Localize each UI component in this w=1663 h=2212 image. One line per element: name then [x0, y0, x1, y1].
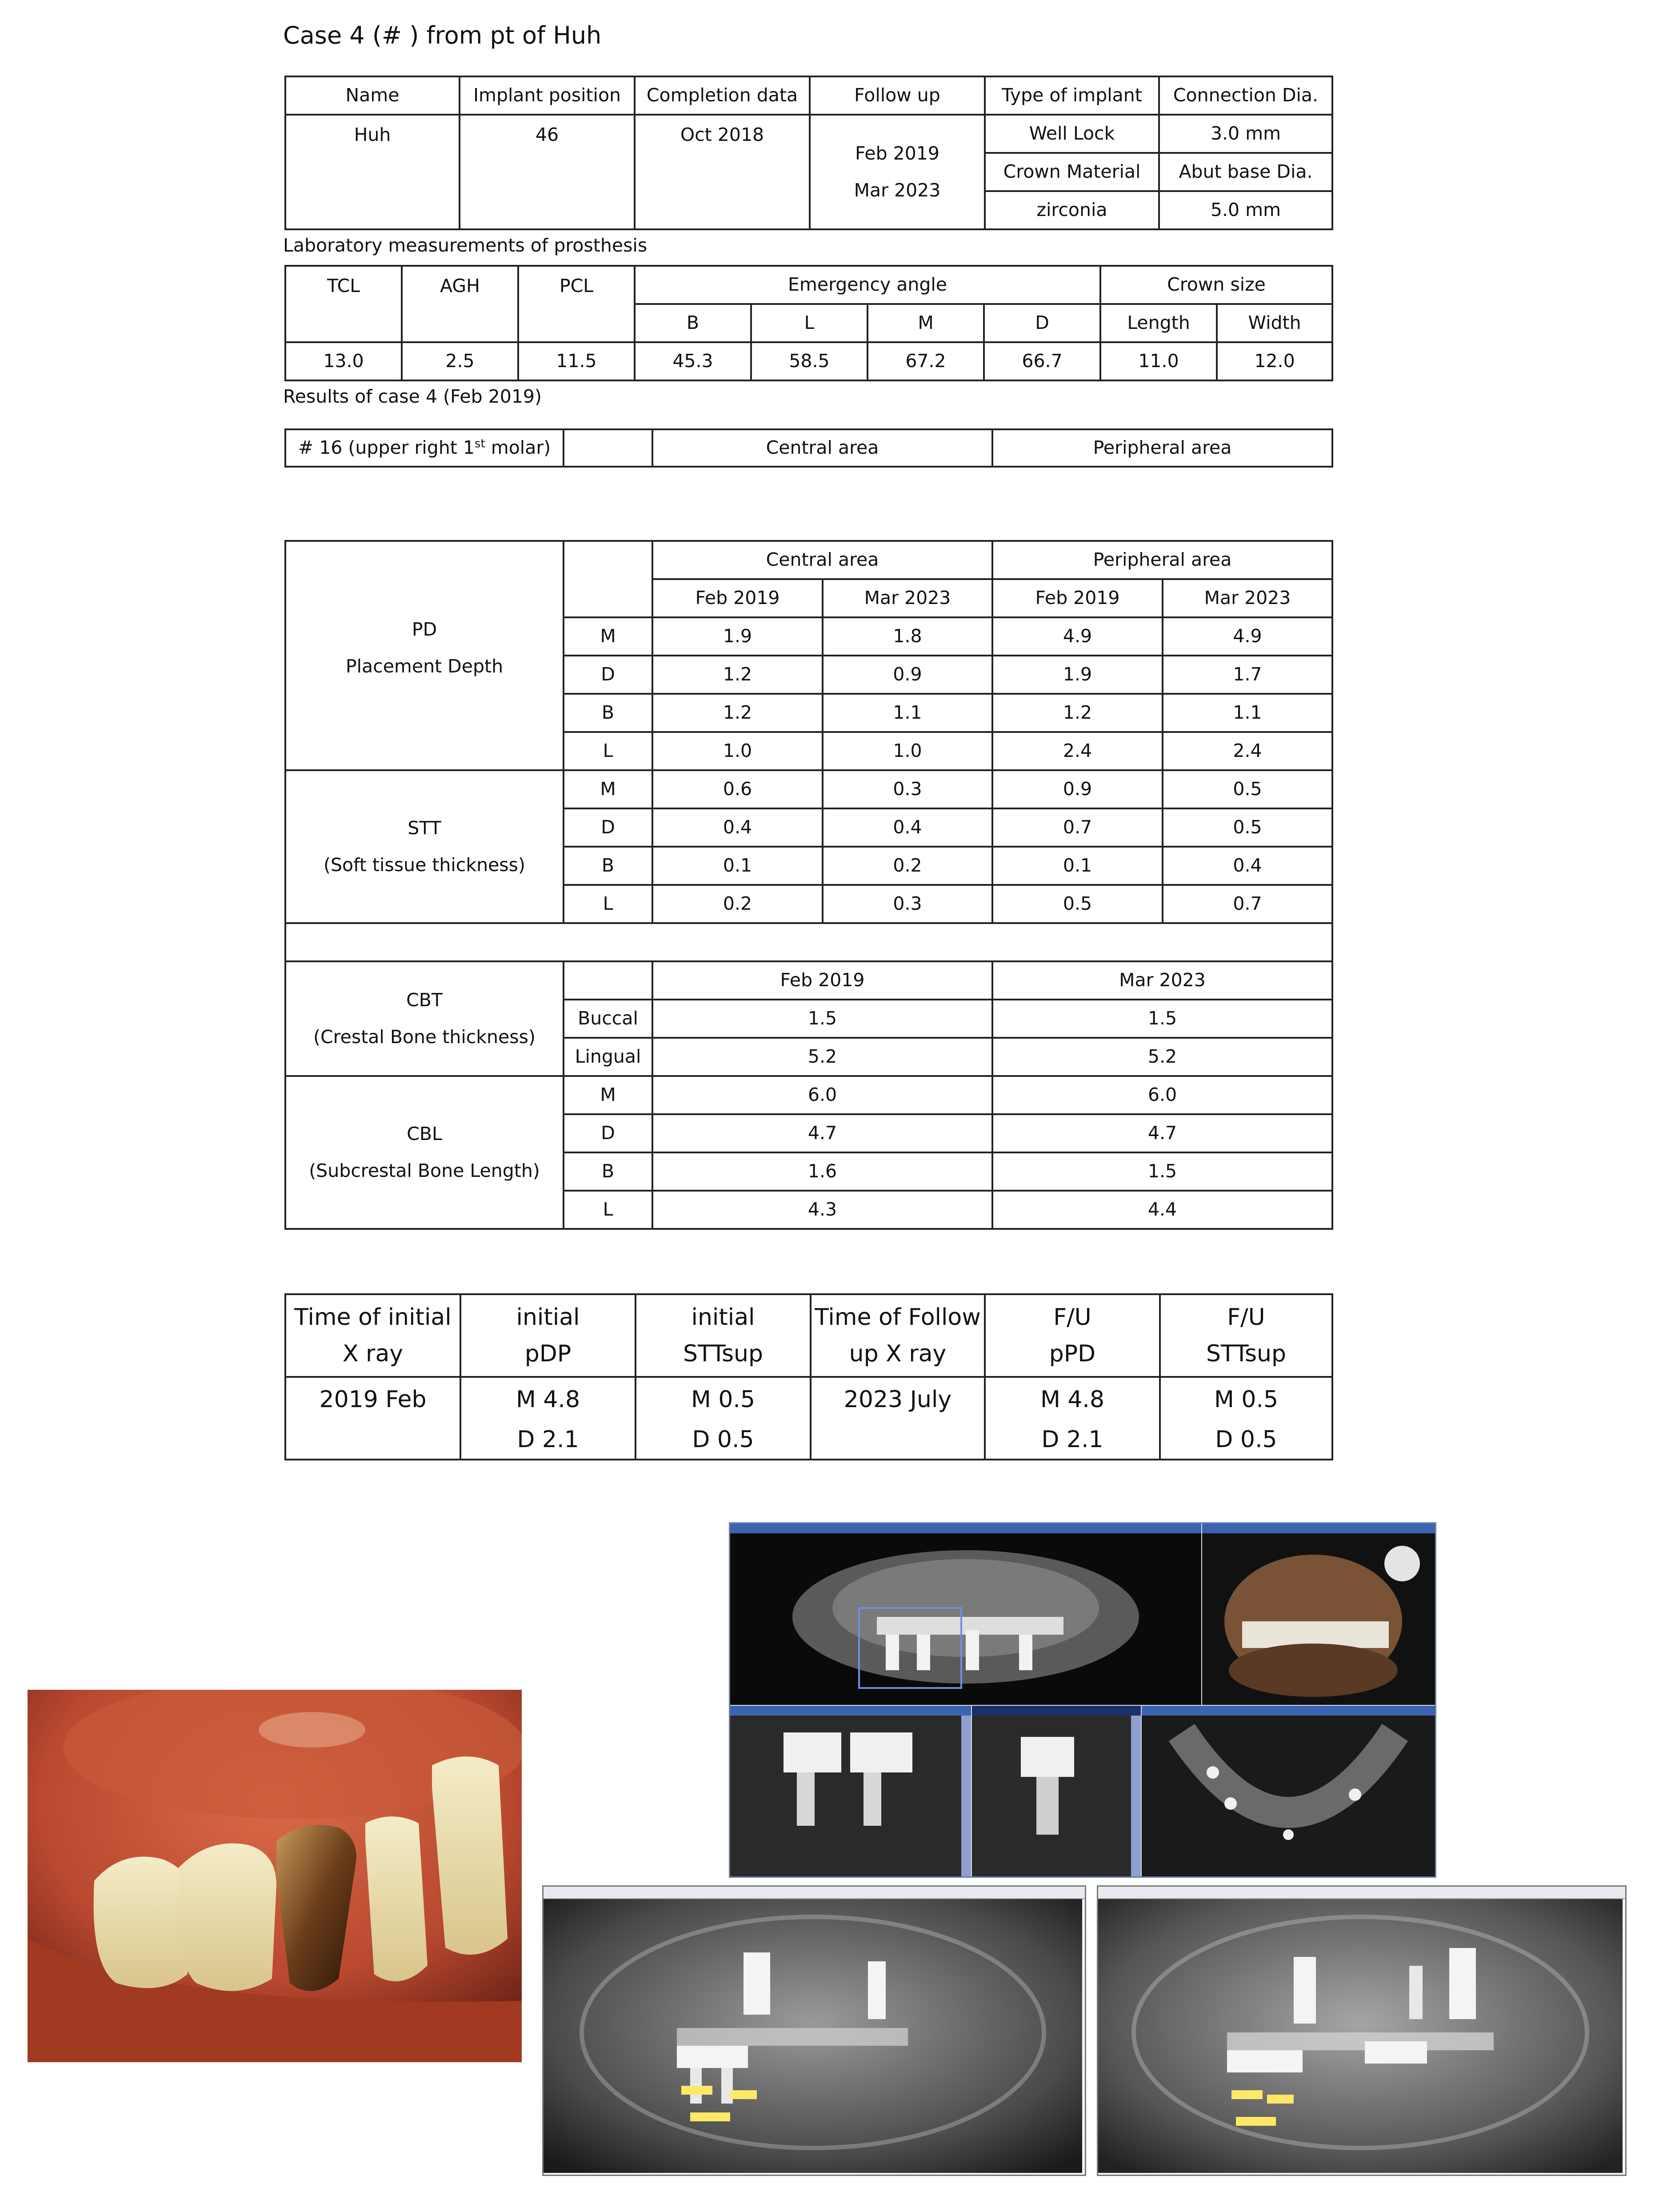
cbct-cross-section-2 — [972, 1706, 1141, 1876]
pd-value: 2.4 — [992, 732, 1163, 770]
xray-header-line: F/U — [1053, 1304, 1091, 1331]
cbt-blank — [564, 961, 652, 1000]
pd-row-label: D — [564, 656, 652, 694]
stt-value: 0.5 — [1163, 770, 1332, 808]
cbt-value: 1.5 — [992, 1000, 1332, 1038]
xray-value-line: D 0.5 — [692, 1426, 754, 1453]
pd-row-label: M — [564, 617, 652, 656]
sub-header-b: B — [635, 304, 751, 342]
cbl-value: 1.5 — [992, 1152, 1332, 1191]
pd-value: 1.2 — [652, 694, 823, 732]
bone-date-mar-2023: Mar 2023 — [992, 961, 1332, 1000]
pd-value: 4.9 — [1163, 617, 1332, 656]
cbl-row-label: L — [564, 1191, 652, 1229]
cbl-value: 6.0 — [992, 1076, 1332, 1114]
cbl-row-label: D — [564, 1114, 652, 1152]
stt-row-label: M — [564, 770, 652, 808]
pd-value: 1.2 — [992, 694, 1163, 732]
cbl-subtitle: (Subcrestal Bone Length) — [309, 1160, 540, 1181]
sub-header-m: M — [867, 304, 984, 342]
xray-header-line: STTsup — [683, 1340, 764, 1367]
cbt-row-label: Lingual — [564, 1038, 652, 1076]
pd-value: 1.9 — [652, 617, 823, 656]
cbct-axial-panel — [1142, 1706, 1435, 1876]
results-caption: Results of case 4 (Feb 2019) — [283, 386, 542, 407]
value-angle-m: 67.2 — [867, 342, 984, 380]
stt-value: 0.5 — [1163, 808, 1332, 847]
date-central-feb-2019: Feb 2019 — [652, 579, 823, 617]
pd-value: 1.8 — [823, 617, 992, 656]
tooth-central-area: Central area — [652, 429, 992, 467]
xray-window-titlebar — [1098, 1887, 1625, 1899]
cbct-cross-section-2-image — [972, 1706, 1141, 1876]
stt-value: 0.2 — [823, 847, 992, 885]
cbl-value: 6.0 — [652, 1076, 992, 1114]
tooth-area-table — [284, 428, 1333, 468]
cbct-viewer — [729, 1522, 1436, 1878]
xray-initial-sttsup — [636, 1377, 811, 1460]
pd-label — [285, 617, 564, 770]
xray-initial-time — [285, 1377, 460, 1460]
xray-table — [284, 1293, 1333, 1460]
stt-value: 0.7 — [992, 808, 1163, 847]
tooth-label-suffix: molar) — [485, 437, 551, 459]
xray-header-line: STTsup — [1206, 1340, 1287, 1367]
xray-value-line: 2019 Feb — [319, 1386, 427, 1413]
header-pcl: PCL — [518, 266, 635, 342]
pd-title: PD — [412, 619, 437, 640]
date-peripheral-feb-2019: Feb 2019 — [992, 579, 1163, 617]
stt-value: 0.1 — [652, 847, 823, 885]
cbct-panorama-image — [730, 1524, 1201, 1705]
stt-value: 0.1 — [992, 847, 1163, 885]
xray-value-line: M 4.8 — [516, 1386, 580, 1413]
header-peripheral-area: Peripheral area — [992, 541, 1332, 579]
pd-value: 1.2 — [652, 656, 823, 694]
xray-value-line: 2023 July — [843, 1386, 952, 1413]
cell-connection-dia: 3.0 mm — [1159, 115, 1332, 153]
tooth-empty-cell — [564, 429, 652, 467]
stt-value: 0.3 — [823, 770, 992, 808]
bone-date-feb-2019: Feb 2019 — [652, 961, 992, 1000]
cbt-subtitle: (Crestal Bone thickness) — [313, 1026, 536, 1048]
xray-header-initial-time — [285, 1294, 460, 1377]
xray-window-titlebar — [544, 1887, 1085, 1899]
stt-value: 0.2 — [652, 885, 823, 923]
header-abut-base-dia: Abut base Dia. — [1159, 153, 1332, 191]
stt-value: 0.5 — [992, 885, 1163, 923]
header-connection-dia: Connection Dia. — [1159, 76, 1332, 115]
cell-follow-up — [810, 115, 985, 229]
pd-value: 1.7 — [1163, 656, 1332, 694]
intraoral-photo — [28, 1690, 522, 2062]
value-angle-d: 66.7 — [984, 342, 1100, 380]
pd-value: 1.0 — [652, 732, 823, 770]
stt-row-label: B — [564, 847, 652, 885]
xray-header-line: pDP — [524, 1340, 572, 1367]
pd-value: 1.9 — [992, 656, 1163, 694]
stt-value: 0.6 — [652, 770, 823, 808]
cell-type-of-implant: Well Lock — [985, 115, 1159, 153]
cbct-3d-panel — [1202, 1524, 1435, 1705]
cbct-cross-section-1-image — [730, 1706, 971, 1876]
sub-header-l: L — [751, 304, 867, 342]
header-tcl: TCL — [285, 266, 402, 342]
xray-followup-time — [811, 1377, 985, 1460]
xray-fu-ppd — [985, 1377, 1160, 1460]
xray-header-initial-pdp — [460, 1294, 636, 1377]
xray-header-line: initial — [516, 1304, 580, 1331]
follow-up-date-2: Mar 2023 — [854, 180, 941, 201]
intraoral-photo-drawing — [28, 1690, 522, 2062]
cbl-row-label: B — [564, 1152, 652, 1191]
stt-value: 0.3 — [823, 885, 992, 923]
lab-measurements-table — [284, 265, 1333, 381]
cbt-title: CBT — [406, 989, 443, 1011]
header-follow-up: Follow up — [810, 76, 985, 115]
pd-value: 1.0 — [823, 732, 992, 770]
lab-caption: Laboratory measurements of prosthesis — [283, 235, 648, 256]
cell-completion: Oct 2018 — [635, 115, 810, 229]
stt-title: STT — [408, 817, 441, 839]
stt-value: 0.7 — [1163, 885, 1332, 923]
cbt-row-label: Buccal — [564, 1000, 652, 1038]
cbl-row-label: M — [564, 1076, 652, 1114]
follow-up-date-1: Feb 2019 — [855, 142, 939, 164]
pd-value: 1.1 — [1163, 694, 1332, 732]
tooth-label-sup: st — [475, 437, 485, 451]
value-crown-width: 12.0 — [1217, 342, 1332, 380]
pd-label-top — [285, 541, 564, 617]
xray-header-line: up X ray — [849, 1340, 947, 1367]
value-angle-l: 58.5 — [751, 342, 867, 380]
xray-header-line: X ray — [342, 1340, 404, 1367]
sub-header-width: Width — [1217, 304, 1332, 342]
header-type-of-implant: Type of implant — [985, 76, 1159, 115]
implant-info-table — [284, 76, 1333, 230]
cbct-panorama-panel — [730, 1524, 1201, 1705]
xray-value-line: M 0.5 — [691, 1386, 756, 1413]
stt-subtitle: (Soft tissue thickness) — [323, 854, 526, 876]
xray-header-line: Time of Follow — [815, 1304, 981, 1331]
cell-crown-material: zirconia — [985, 191, 1159, 229]
header-crown-size: Crown size — [1100, 266, 1332, 304]
pd-value: 2.4 — [1163, 732, 1332, 770]
stt-row-label: D — [564, 808, 652, 847]
stt-value: 0.4 — [652, 808, 823, 847]
value-tcl: 13.0 — [285, 342, 402, 380]
header-implant-position: Implant position — [460, 76, 635, 115]
pd-value: 4.9 — [992, 617, 1163, 656]
cbct-cross-section-1 — [730, 1706, 971, 1876]
cbl-value: 4.3 — [652, 1191, 992, 1229]
cbt-value: 1.5 — [652, 1000, 992, 1038]
stt-value: 0.9 — [992, 770, 1163, 808]
sub-header-length: Length — [1100, 304, 1217, 342]
pd-value: 1.1 — [823, 694, 992, 732]
tooth-label — [285, 429, 564, 467]
xray-header-initial-sttsup — [636, 1294, 811, 1377]
xray-value-line: M 4.8 — [1040, 1386, 1105, 1413]
cbct-axial-image — [1142, 1706, 1435, 1876]
value-angle-b: 45.3 — [635, 342, 751, 380]
cell-implant-position: 46 — [460, 115, 635, 229]
panoramic-xray-followup-image — [1098, 1899, 1623, 2173]
cbl-label — [285, 1076, 564, 1229]
date-central-mar-2023: Mar 2023 — [823, 579, 992, 617]
xray-value-line: D 2.1 — [517, 1426, 579, 1453]
cbl-value: 4.7 — [992, 1114, 1332, 1152]
date-peripheral-mar-2023: Mar 2023 — [1163, 579, 1332, 617]
xray-header-fu-sttsup — [1160, 1294, 1332, 1377]
stt-value: 0.4 — [1163, 847, 1332, 885]
panoramic-xray-initial — [542, 1885, 1086, 2176]
xray-value-line: M 0.5 — [1214, 1386, 1279, 1413]
header-name: Name — [285, 76, 460, 115]
stt-label — [285, 770, 564, 923]
blank-header — [564, 541, 652, 617]
panoramic-xray-initial-image — [544, 1899, 1082, 2173]
xray-header-fu-ppd — [985, 1294, 1160, 1377]
cbl-value: 1.6 — [652, 1152, 992, 1191]
xray-header-line: F/U — [1227, 1304, 1265, 1331]
cbt-label — [285, 961, 564, 1076]
header-crown-material: Crown Material — [985, 153, 1159, 191]
cbl-value: 4.4 — [992, 1191, 1332, 1229]
cbct-3d-image — [1202, 1524, 1435, 1705]
header-emergency-angle: Emergency angle — [635, 266, 1100, 304]
pd-subtitle: Placement Depth — [345, 656, 504, 677]
header-central-area: Central area — [652, 541, 992, 579]
cell-abut-base-dia: 5.0 mm — [1159, 191, 1332, 229]
pd-value: 0.9 — [823, 656, 992, 694]
value-crown-length: 11.0 — [1100, 342, 1217, 380]
header-completion: Completion data — [635, 76, 810, 115]
xray-value-line: D 0.5 — [1215, 1426, 1277, 1453]
stt-value: 0.4 — [823, 808, 992, 847]
xray-initial-pdp — [460, 1377, 636, 1460]
cbt-value: 5.2 — [992, 1038, 1332, 1076]
value-pcl: 11.5 — [518, 342, 635, 380]
xray-value-line: D 2.1 — [1041, 1426, 1103, 1453]
spacer-row — [285, 923, 1332, 961]
panoramic-xray-followup — [1097, 1885, 1627, 2176]
tooth-peripheral-area: Peripheral area — [992, 429, 1332, 467]
xray-fu-sttsup — [1160, 1377, 1332, 1460]
measurement-table — [284, 540, 1333, 1230]
xray-header-line: Time of initial — [294, 1304, 452, 1331]
pd-row-label: L — [564, 732, 652, 770]
stt-row-label: L — [564, 885, 652, 923]
xray-header-line: pPD — [1049, 1340, 1096, 1367]
tooth-label-prefix: # 16 (upper right 1 — [298, 437, 475, 459]
pd-row-label: B — [564, 694, 652, 732]
header-agh: AGH — [402, 266, 518, 342]
case-title: Case 4 (# ) from pt of Huh — [283, 21, 602, 49]
xray-header-followup-time — [811, 1294, 985, 1377]
cbl-value: 4.7 — [652, 1114, 992, 1152]
sub-header-d: D — [984, 304, 1100, 342]
cbl-title: CBL — [407, 1123, 442, 1144]
cbt-value: 5.2 — [652, 1038, 992, 1076]
value-agh: 2.5 — [402, 342, 518, 380]
cell-name: Huh — [285, 115, 460, 229]
xray-header-line: initial — [691, 1304, 755, 1331]
